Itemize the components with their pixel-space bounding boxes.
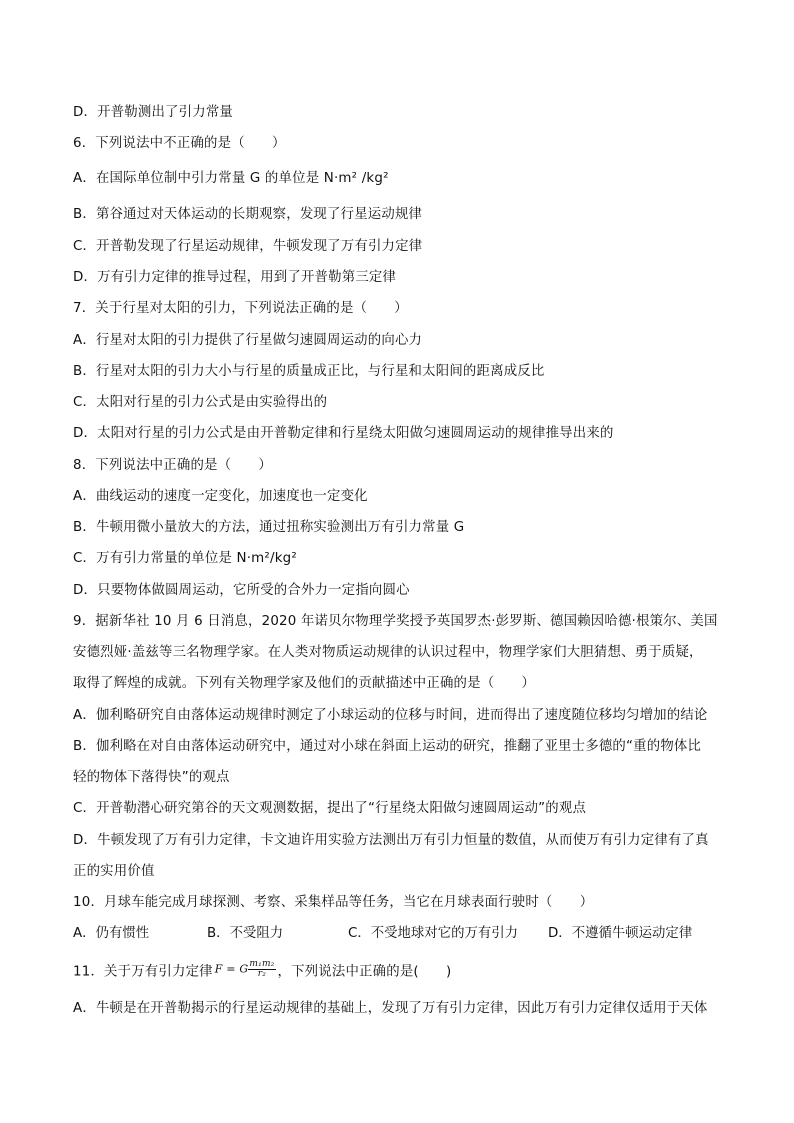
q7-option-c: C．太阳对行星的引力公式是由实验得出的: [73, 395, 328, 410]
q11-prefix: 11．关于万有引力定律: [73, 964, 213, 980]
formula-numerator: m₁m₂: [249, 959, 275, 969]
q9-stem-line1: 9．据新华社 10 月 6 日消息，2020 年诺贝尔物理学奖授予英国罗杰·彭罗斯、德国赖因哈德·根策尔、美国: [73, 614, 718, 629]
q7-option-a: A．行星对太阳的引力提供了行星做匀速圆周运动的向心力: [73, 333, 423, 348]
q10-option-c: C．不受地球对它的万有引力: [348, 926, 519, 941]
q10-options: [73, 925, 733, 943]
q9-stem-line2: 安德烈娅·盖兹等三名物理学家。在人类对物质运动规律的认识过程中，物理学家们大胆猜想、勇于质疑，: [73, 645, 703, 660]
q9-option-b-line1: B．伽利略在对自由落体运动研究中，通过对小球在斜面上运动的研究，推翻了亚里士多德的“重的物体比: [73, 739, 702, 754]
q6-option-a: A．在国际单位制中引力常量 G 的单位是 N·m² /kg²: [73, 171, 389, 186]
q11-stem: [73, 959, 452, 982]
q9-stem-line3: 取得了辉煌的成就。下列有关物理学家及他们的贡献描述中正确的是（ ）: [73, 676, 536, 691]
q9-option-d-line1: D．牛顿发现了万有引力定律，卡文迪许用实验方法测出万有引力恒量的数值，从而使万有引力定律有了真: [73, 833, 709, 848]
q8-option-c: C．万有引力常量的单位是 N·m²/kg²: [73, 551, 297, 566]
q8-option-d: D．只要物体做圆周运动，它所受的合外力一定指向圆心: [73, 583, 410, 598]
q10-option-b: B．不受阻力: [207, 926, 284, 941]
q10-option-d: D．不遵循牛顿运动定律: [548, 926, 693, 941]
q11-suffix: ，下列说法中正确的是( ): [277, 964, 452, 980]
gravitation-formula: [215, 960, 276, 979]
q9-option-c: C．开普勒潜心研究第谷的天文观测数据，提出了“行星绕太阳做匀速圆周运动”的观点: [73, 801, 587, 816]
q8-option-b: B．牛顿用微小量放大的方法，通过扭称实验测出万有引力常量 G: [73, 520, 465, 535]
q6-option-d: D．万有引力定律的推导过程，用到了开普勒第三定律: [73, 270, 397, 285]
q6-stem: 6．下列说法中不正确的是（ ）: [73, 136, 286, 151]
q6-option-c: C．开普勒发现了行星运动规律，牛顿发现了万有引力定律: [73, 239, 423, 254]
formula-denominator: r₂: [257, 969, 267, 979]
q6-option-b: B．第谷通过对天体运动的长期观察，发现了行星运动规律: [73, 207, 423, 222]
formula-fraction: [248, 960, 275, 979]
q11-option-a: A．牛顿是在开普勒揭示的行星运动规律的基础上，发现了万有引力定律，因此万有引力定律仅适用于天体: [73, 1001, 708, 1016]
q9-option-b-line2: 轻的物体下落得快”的观点: [73, 770, 230, 785]
q10-stem: 10．月球车能完成月球探测、考察、采集样品等任务，当它在月球表面行驶时（ ）: [73, 895, 594, 910]
q8-option-a: A．曲线运动的速度一定变化，加速度也一定变化: [73, 489, 368, 504]
q5-option-d: D．开普勒测出了引力常量: [73, 105, 234, 120]
q10-option-a: A．仍有惯性: [73, 926, 150, 941]
q7-option-d: D．太阳对行星的引力公式是由开普勒定律和行星绕太阳做匀速圆周运动的规律推导出来的: [73, 426, 614, 441]
q9-option-d-line2: 正的实用价值: [73, 864, 155, 879]
q7-option-b: B．行星对太阳的引力大小与行星的质量成正比，与行星和太阳间的距离成反比: [73, 364, 545, 379]
q8-stem: 8．下列说法中正确的是（ ）: [73, 458, 272, 473]
q9-option-a: A．伽利略研究自由落体运动规律时测定了小球运动的位移与时间，进而得出了速度随位移均匀增加的结论: [73, 708, 708, 723]
q7-stem: 7．关于行星对太阳的引力，下列说法正确的是（ ）: [73, 301, 408, 316]
formula-lhs: F = G: [214, 962, 249, 976]
